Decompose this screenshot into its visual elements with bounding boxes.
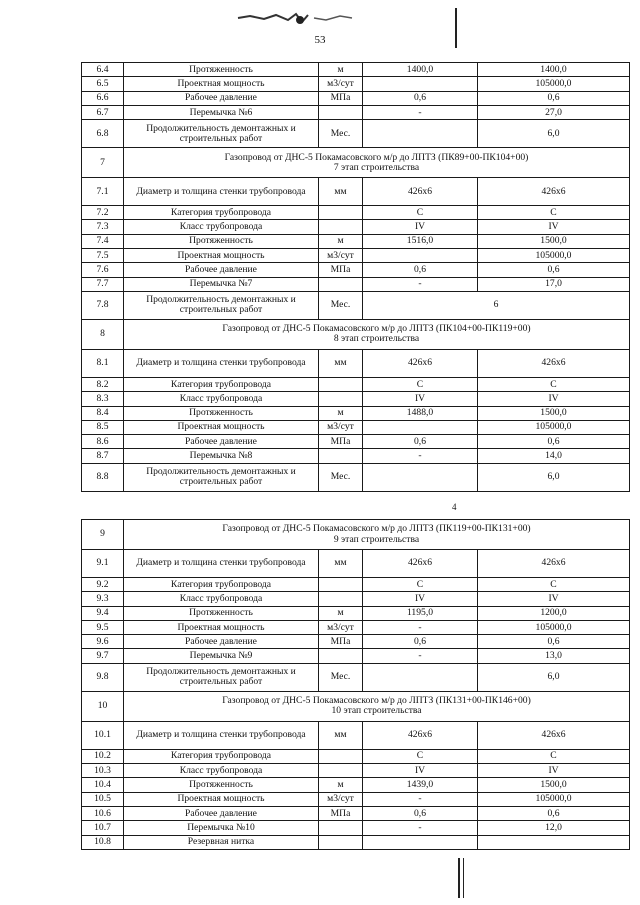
unit-cell: м3/сут [319, 249, 363, 263]
actual-value-cell: С [478, 749, 630, 763]
design-value-cell [363, 420, 478, 434]
merged-value-cell: 6 [363, 291, 630, 319]
table-row [82, 649, 630, 663]
section-title [124, 319, 630, 349]
design-value-cell: С [363, 377, 478, 391]
design-value-cell: С [363, 749, 478, 763]
actual-value-cell: 1400,0 [478, 63, 630, 77]
row-number: 10.8 [82, 835, 124, 849]
section-header-row [82, 148, 630, 178]
parameter-name: Рабочее давление [124, 91, 319, 105]
row-number: 7.4 [82, 234, 124, 248]
section-header-row [82, 319, 630, 349]
row-number: 7.3 [82, 220, 124, 234]
table-row [82, 263, 630, 277]
row-number: 8.3 [82, 392, 124, 406]
table-row [82, 406, 630, 420]
unit-cell: мм [319, 349, 363, 377]
table-row [82, 620, 630, 634]
unit-cell [319, 220, 363, 234]
design-value-cell: 1400,0 [363, 63, 478, 77]
spec-table-part-1 [81, 62, 630, 492]
unit-cell [319, 105, 363, 119]
section-title-line-1: Газопровод от ДНС-5 Покамасовского м/р до ЛПТЗ (ПК89+00-ПК104+00) [224, 151, 529, 163]
section-title [124, 148, 630, 178]
actual-value-cell: 105000,0 [478, 792, 630, 806]
unit-cell [319, 749, 363, 763]
row-number: 8.4 [82, 406, 124, 420]
unit-cell [319, 764, 363, 778]
parameter-name: Рабочее давление [124, 806, 319, 820]
row-number: 6.7 [82, 105, 124, 119]
row-number: 8.2 [82, 377, 124, 391]
unit-cell: м [319, 606, 363, 620]
actual-value-cell: 105000,0 [478, 620, 630, 634]
row-number: 6.4 [82, 63, 124, 77]
table-row [82, 277, 630, 291]
actual-value-cell [478, 835, 630, 849]
actual-value-cell: 426х6 [478, 349, 630, 377]
actual-value-cell: 1500,0 [478, 778, 630, 792]
unit-cell: МПа [319, 263, 363, 277]
table-row [82, 234, 630, 248]
table-row [82, 249, 630, 263]
unit-cell: мм [319, 178, 363, 206]
actual-value-cell: 6,0 [478, 663, 630, 691]
design-value-cell: IV [363, 220, 478, 234]
table-row [82, 550, 630, 578]
section-header-row [82, 691, 630, 721]
table-row [82, 349, 630, 377]
parameter-name: Рабочее давление [124, 635, 319, 649]
actual-value-cell: 426х6 [478, 550, 630, 578]
row-number: 6.5 [82, 77, 124, 91]
parameter-name: Диаметр и толщина стенки трубопровода [124, 349, 319, 377]
parameter-name: Диаметр и толщина стенки трубопровода [124, 721, 319, 749]
design-value-cell: С [363, 578, 478, 592]
section-header-row [82, 520, 630, 550]
parameter-name: Диаметр и толщина стенки трубопровода [124, 178, 319, 206]
actual-value-cell: С [478, 377, 630, 391]
unit-cell [319, 592, 363, 606]
actual-value-cell: 13,0 [478, 649, 630, 663]
table-row [82, 821, 630, 835]
parameter-name: Перемычка №6 [124, 105, 319, 119]
design-value-cell [363, 77, 478, 91]
actual-value-cell: С [478, 206, 630, 220]
section-title-line-2: 10 этап строительства [331, 705, 422, 717]
table-row [82, 206, 630, 220]
design-value-cell [363, 120, 478, 148]
table-row [82, 463, 630, 491]
design-value-cell: 0,6 [363, 263, 478, 277]
parameter-name: Проектная мощность [124, 420, 319, 434]
unit-cell: м [319, 234, 363, 248]
table-row [82, 792, 630, 806]
unit-cell: м [319, 63, 363, 77]
parameter-name: Перемычка №10 [124, 821, 319, 835]
unit-cell: МПа [319, 435, 363, 449]
unit-cell: м [319, 778, 363, 792]
unit-cell: Мес. [319, 291, 363, 319]
design-value-cell: С [363, 206, 478, 220]
row-number: 10.4 [82, 778, 124, 792]
section-title-line-1: Газопровод от ДНС-5 Покамасовского м/р до ЛПТЗ (ПК131+00-ПК146+00) [222, 695, 531, 707]
row-number: 9.4 [82, 606, 124, 620]
actual-value-cell: 105000,0 [478, 249, 630, 263]
table-row [82, 435, 630, 449]
parameter-name: Протяженность [124, 606, 319, 620]
unit-cell: м3/сут [319, 420, 363, 434]
page-number: 53 [314, 34, 326, 46]
unit-cell: МПа [319, 635, 363, 649]
design-value-cell: 0,6 [363, 635, 478, 649]
section-title-line-1: Газопровод от ДНС-5 Покамасовского м/р до ЛПТЗ (ПК104+00-ПК119+00) [222, 323, 531, 335]
row-number: 8.8 [82, 463, 124, 491]
design-value-cell: IV [363, 392, 478, 406]
parameter-name: Рабочее давление [124, 263, 319, 277]
design-value-cell: 0,6 [363, 806, 478, 820]
parameter-name: Перемычка №8 [124, 449, 319, 463]
section-title [124, 691, 630, 721]
unit-cell [319, 206, 363, 220]
actual-value-cell: IV [478, 764, 630, 778]
section-title-line-1: Газопровод от ДНС-5 Покамасовского м/р до ЛПТЗ (ПК119+00-ПК131+00) [222, 523, 531, 535]
actual-value-cell: IV [478, 592, 630, 606]
actual-value-cell: 14,0 [478, 449, 630, 463]
parameter-name: Протяженность [124, 63, 319, 77]
unit-cell [319, 392, 363, 406]
row-number: 10.2 [82, 749, 124, 763]
actual-value-cell: 0,6 [478, 91, 630, 105]
unit-cell [319, 578, 363, 592]
row-number: 9.7 [82, 649, 124, 663]
unit-cell: м3/сут [319, 77, 363, 91]
unit-cell: мм [319, 550, 363, 578]
parameter-name: Категория трубопровода [124, 749, 319, 763]
design-value-cell: 426х6 [363, 349, 478, 377]
parameter-name: Проектная мощность [124, 620, 319, 634]
table-row [82, 377, 630, 391]
table-row [82, 91, 630, 105]
design-value-cell [363, 463, 478, 491]
parameter-name: Категория трубопровода [124, 377, 319, 391]
section-number: 7 [82, 148, 124, 178]
row-number: 10.5 [82, 792, 124, 806]
parameter-name: Протяженность [124, 778, 319, 792]
actual-value-cell: 426х6 [478, 178, 630, 206]
parameter-name: Проектная мощность [124, 792, 319, 806]
actual-value-cell: 17,0 [478, 277, 630, 291]
parameter-name: Проектная мощность [124, 77, 319, 91]
row-number: 7.5 [82, 249, 124, 263]
table-row [82, 449, 630, 463]
parameter-name: Класс трубопровода [124, 592, 319, 606]
scan-line-bottom [458, 858, 460, 898]
row-number: 7.2 [82, 206, 124, 220]
unit-cell [319, 649, 363, 663]
actual-value-cell: 6,0 [478, 120, 630, 148]
actual-value-cell: 0,6 [478, 806, 630, 820]
section-title-line-2: 7 этап строительства [333, 161, 420, 173]
unit-cell: Мес. [319, 663, 363, 691]
actual-value-cell: 27,0 [478, 105, 630, 119]
parameter-name: Класс трубопровода [124, 764, 319, 778]
unit-cell [319, 277, 363, 291]
unit-cell [319, 821, 363, 835]
section-number: 8 [82, 319, 124, 349]
design-value-cell: 426х6 [363, 550, 478, 578]
design-value-cell: 426х6 [363, 178, 478, 206]
design-value-cell: 0,6 [363, 435, 478, 449]
design-value-cell: IV [363, 592, 478, 606]
design-value-cell [363, 663, 478, 691]
design-value-cell: - [363, 620, 478, 634]
row-number: 10.3 [82, 764, 124, 778]
section-title-line-2: 8 этап строительства [333, 333, 420, 345]
margin-mark: 4 [452, 502, 457, 512]
actual-value-cell: 0,6 [478, 435, 630, 449]
table-row [82, 178, 630, 206]
row-number: 7.8 [82, 291, 124, 319]
row-number: 9.5 [82, 620, 124, 634]
parameter-name: Резервная нитка [124, 835, 319, 849]
row-number: 10.1 [82, 721, 124, 749]
design-value-cell: 1439,0 [363, 778, 478, 792]
parameter-name: Перемычка №7 [124, 277, 319, 291]
table-row [82, 392, 630, 406]
row-number: 8.7 [82, 449, 124, 463]
table-row [82, 635, 630, 649]
actual-value-cell: 105000,0 [478, 420, 630, 434]
actual-value-cell: 1500,0 [478, 406, 630, 420]
design-value-cell: - [363, 449, 478, 463]
actual-value-cell: С [478, 578, 630, 592]
unit-cell: мм [319, 721, 363, 749]
section-number: 10 [82, 691, 124, 721]
actual-value-cell: 105000,0 [478, 77, 630, 91]
table-row [82, 806, 630, 820]
design-value-cell: - [363, 649, 478, 663]
design-value-cell: - [363, 277, 478, 291]
parameter-name: Продолжительность демонтажных и строительных работ [124, 463, 319, 491]
parameter-name: Протяженность [124, 406, 319, 420]
row-number: 7.1 [82, 178, 124, 206]
table-row [82, 835, 630, 849]
spec-table-part-2 [81, 519, 630, 850]
parameter-name: Рабочее давление [124, 435, 319, 449]
scan-line-bottom-2 [463, 858, 464, 898]
scan-noise-marks [230, 6, 360, 30]
table-row [82, 749, 630, 763]
row-number: 10.6 [82, 806, 124, 820]
design-value-cell: 426х6 [363, 721, 478, 749]
unit-cell: Мес. [319, 463, 363, 491]
design-value-cell: - [363, 105, 478, 119]
table-row [82, 63, 630, 77]
actual-value-cell: 426х6 [478, 721, 630, 749]
actual-value-cell: IV [478, 220, 630, 234]
parameter-name: Продолжительность демонтажных и строительных работ [124, 663, 319, 691]
row-number: 6.8 [82, 120, 124, 148]
table-row [82, 606, 630, 620]
parameter-name: Проектная мощность [124, 249, 319, 263]
unit-cell [319, 449, 363, 463]
section-title-line-2: 9 этап строительства [333, 533, 420, 545]
table-row [82, 120, 630, 148]
design-value-cell: IV [363, 764, 478, 778]
row-number: 8.6 [82, 435, 124, 449]
parameter-name: Продолжительность демонтажных и строительных работ [124, 120, 319, 148]
parameter-name: Класс трубопровода [124, 392, 319, 406]
table-row [82, 663, 630, 691]
unit-cell [319, 835, 363, 849]
actual-value-cell: 12,0 [478, 821, 630, 835]
design-value-cell: - [363, 792, 478, 806]
row-number: 9.3 [82, 592, 124, 606]
actual-value-cell: 1500,0 [478, 234, 630, 248]
unit-cell [319, 377, 363, 391]
table-row [82, 592, 630, 606]
row-number: 9.8 [82, 663, 124, 691]
design-value-cell: 1488,0 [363, 406, 478, 420]
parameter-name: Перемычка №9 [124, 649, 319, 663]
row-number: 9.1 [82, 550, 124, 578]
row-number: 9.2 [82, 578, 124, 592]
design-value-cell [363, 249, 478, 263]
parameter-name: Продолжительность демонтажных и строительных работ [124, 291, 319, 319]
row-number: 6.6 [82, 91, 124, 105]
unit-cell: МПа [319, 806, 363, 820]
design-value-cell [363, 835, 478, 849]
parameter-name: Категория трубопровода [124, 578, 319, 592]
parameter-name: Категория трубопровода [124, 206, 319, 220]
unit-cell: м [319, 406, 363, 420]
row-number: 10.7 [82, 821, 124, 835]
design-value-cell: 0,6 [363, 91, 478, 105]
unit-cell: м3/сут [319, 620, 363, 634]
row-number: 7.7 [82, 277, 124, 291]
actual-value-cell: 0,6 [478, 263, 630, 277]
unit-cell: Мес. [319, 120, 363, 148]
table-row [82, 764, 630, 778]
table-row [82, 721, 630, 749]
unit-cell: МПа [319, 91, 363, 105]
table-row [82, 578, 630, 592]
parameter-name: Диаметр и толщина стенки трубопровода [124, 550, 319, 578]
section-title [124, 520, 630, 550]
table-row [82, 220, 630, 234]
row-number: 9.6 [82, 635, 124, 649]
actual-value-cell: IV [478, 392, 630, 406]
parameter-name: Класс трубопровода [124, 220, 319, 234]
table-row [82, 420, 630, 434]
unit-cell: м3/сут [319, 792, 363, 806]
table-row [82, 105, 630, 119]
row-number: 7.6 [82, 263, 124, 277]
actual-value-cell: 1200,0 [478, 606, 630, 620]
table-row [82, 77, 630, 91]
row-number: 8.1 [82, 349, 124, 377]
row-number: 8.5 [82, 420, 124, 434]
parameter-name: Протяженность [124, 234, 319, 248]
design-value-cell: 1516,0 [363, 234, 478, 248]
design-value-cell: 1195,0 [363, 606, 478, 620]
design-value-cell: - [363, 821, 478, 835]
section-number: 9 [82, 520, 124, 550]
actual-value-cell: 6,0 [478, 463, 630, 491]
table-row [82, 291, 630, 319]
actual-value-cell: 0,6 [478, 635, 630, 649]
table-row [82, 778, 630, 792]
